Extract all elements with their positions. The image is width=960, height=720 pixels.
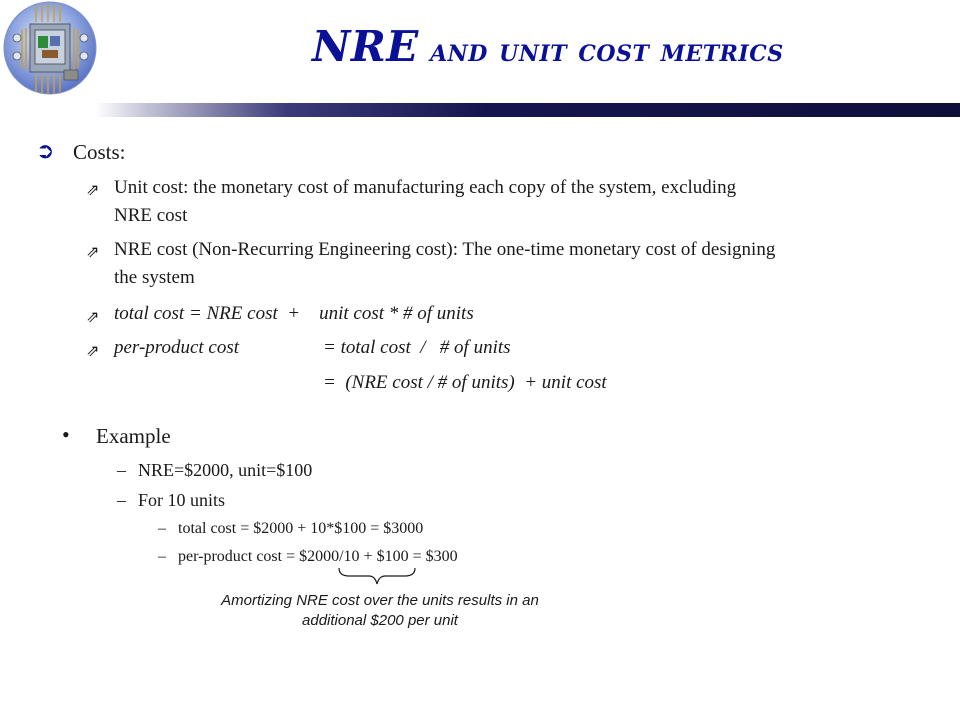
note-line-1: Amortizing NRE cost over the units results in an [221,592,539,609]
dash-bullet-icon: – [158,548,166,565]
example-item: For 10 units [138,490,226,510]
slide-title [312,22,784,71]
amortization-note [180,591,580,631]
nre-cost-line1: NRE cost (Non-Recurring Engineering cost): The one-time monetary cost of designing [114,239,776,260]
hollow-arrow-icon: ⇗ [86,242,100,261]
chip-globe-logo [2,0,102,100]
example-subitem: total cost = $2000 + 10*$100 = $3000 [178,520,424,537]
per-product-cost-formula-alt: = (NRE cost / # of units) + unit cost [323,372,607,393]
dash-bullet-icon: – [117,490,126,510]
dash-bullet-icon: – [158,520,166,537]
title-part-rest: and unit cost metrics [418,33,784,69]
hollow-arrow-icon: ⇗ [86,307,100,326]
round-bullet-icon: • [62,422,70,447]
dash-bullet-icon: – [117,460,126,480]
nre-cost-line2: the system [114,267,195,288]
unit-cost-line1: Unit cost: the monetary cost of manufacturing each copy of the system, excluding [114,177,737,198]
hollow-arrow-icon: ⇗ [86,341,100,360]
example-subitem: per-product cost = $2000/10 + $100 = $300 [178,548,458,565]
curly-brace-icon [337,566,417,588]
title-part-nre: NRE [312,22,419,71]
example-heading: Example [96,424,171,448]
example-item: NRE=$2000, unit=$100 [138,460,313,480]
note-line-2: additional $200 per unit [302,612,458,629]
hollow-arrow-icon: ⇗ [86,180,100,199]
title-divider-bar [95,103,960,117]
total-cost-formula: total cost = NRE cost + unit cost * # of units [114,303,474,324]
costs-heading: Costs: [73,140,126,164]
per-product-cost-formula: = total cost / # of units [323,337,511,358]
per-product-cost-label: per-product cost [114,337,240,358]
unit-cost-line2: NRE cost [114,205,188,226]
arrow-bullet-icon: ➲ [36,139,55,164]
